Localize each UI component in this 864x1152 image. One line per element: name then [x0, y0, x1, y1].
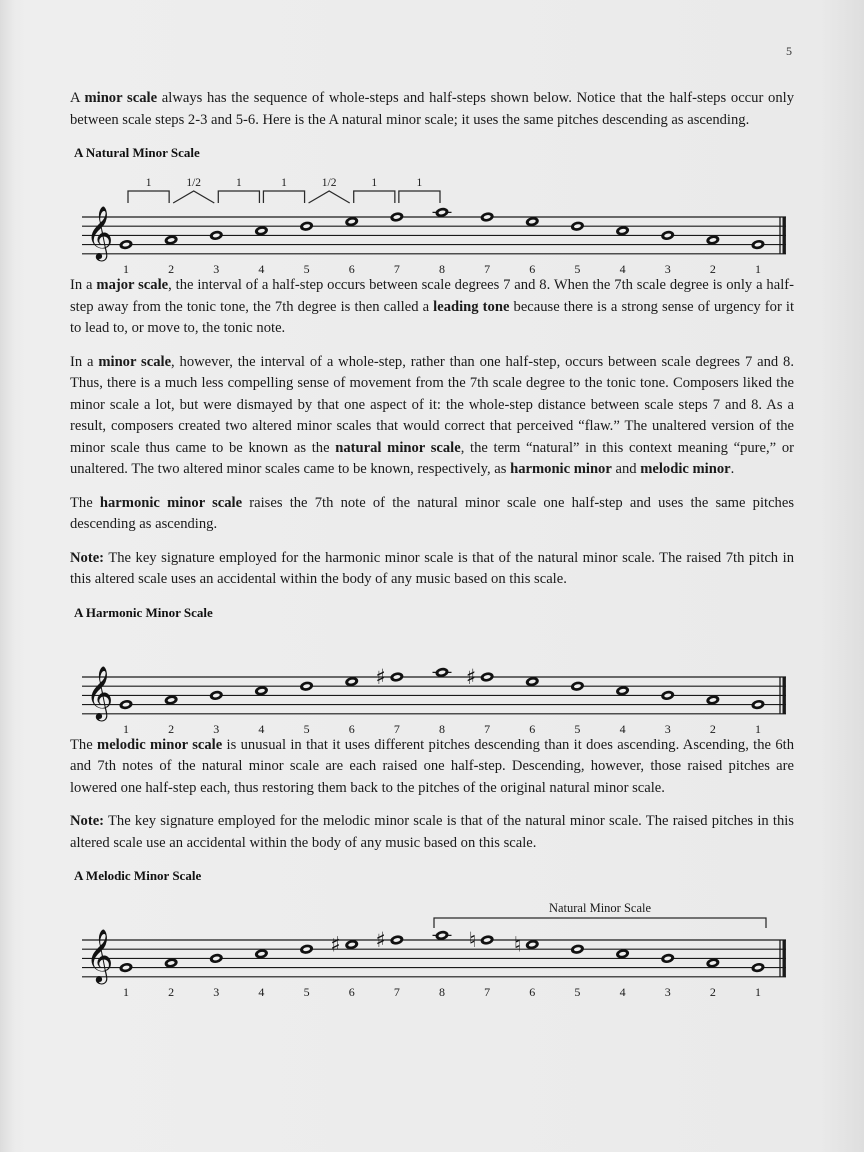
note-group: [119, 665, 766, 710]
scale-degree-number: 3: [213, 261, 220, 275]
text-run: , the interval of a half-step occurs between scale degrees 7 and 8. When the 7th scale degree is only a half-step away from the tonic tone, the 7th degree is then called a: [70, 277, 794, 315]
scale-degree-number: 4: [258, 261, 265, 275]
span-bracket-group: [434, 901, 766, 928]
scale-degree-group: [123, 721, 761, 734]
page-number: 5: [786, 44, 792, 58]
scale-degree-number: 5: [303, 261, 310, 275]
scale-degree-number: 1: [123, 261, 129, 275]
scale-degree-number: 7: [393, 261, 400, 275]
scale-title-melodic-minor: A Melodic Minor Scale: [74, 868, 202, 883]
scale-degree-number: 8: [439, 984, 445, 998]
text-run: and: [611, 461, 641, 477]
natural-icon: ♮: [468, 928, 477, 952]
interval-label: 1/2: [321, 177, 337, 189]
scale-degree-number: 5: [303, 984, 310, 998]
music-staff-svg: [70, 625, 794, 735]
interval-label: 1/2: [186, 177, 202, 189]
sharp-icon: ♯: [465, 664, 477, 689]
note-group: [119, 207, 766, 251]
staff-lines: [82, 217, 786, 254]
scale-degree-group: [123, 985, 761, 998]
music-staff-svg: [70, 165, 794, 275]
paragraph-major-scale-leading-tone: [70, 275, 794, 340]
text-run: .: [730, 461, 735, 477]
scale-degree-number: 6: [529, 261, 536, 275]
interval-bracket-whole: [399, 191, 440, 203]
scale-degree-number: 2: [709, 721, 716, 735]
scale-degree-number: 4: [258, 721, 265, 735]
emphasis-term: melodic minor scale: [97, 736, 223, 753]
sharp-icon: ♯: [375, 664, 386, 689]
paragraph-note-melodic-key-signature: [70, 811, 794, 854]
scale-degree-number: 1: [123, 721, 129, 735]
interval-bracket-group: [128, 177, 440, 203]
scale-degree-number: 7: [484, 261, 491, 275]
emphasis-term: major scale: [96, 277, 169, 293]
scale-degree-number: 6: [529, 721, 536, 735]
scale-degree-number: 6: [348, 721, 355, 735]
scale-degree-number: 4: [258, 984, 265, 998]
interval-label: 1: [416, 177, 423, 189]
scale-degree-number: 7: [484, 984, 491, 998]
staff-harmonic-minor: [70, 625, 794, 735]
emphasis-term: harmonic minor scale: [99, 494, 243, 511]
text-run: In a: [70, 353, 99, 370]
sharp-icon: ♯: [330, 932, 341, 957]
scale-degree-number: 5: [574, 721, 581, 735]
interval-bracket-half: [309, 191, 350, 203]
scale-degree-number: 6: [348, 261, 355, 275]
paragraph-harmonic-minor-definition: [70, 493, 794, 536]
scale-degree-number: 3: [664, 721, 671, 735]
scale-degree-number: 6: [529, 984, 536, 998]
text-run: The key signature employed for the harmonic minor scale is that of the natural minor scale. The raised 7th pitch in this altered scale uses an accidental within the body of any music based on this scale.: [70, 549, 794, 587]
paragraph-melodic-minor-definition: [70, 735, 794, 800]
emphasis-term: Note:: [70, 549, 105, 566]
scale-degree-number: 4: [619, 721, 626, 735]
scale-degree-number: 5: [574, 984, 581, 998]
scale-degree-number: 2: [168, 261, 175, 275]
text-run: is unusual in that it uses different pitches descending than it does ascending. Ascending, the 6th and 7th notes of the natural minor scale are each raised one half-step. Descending, however, those raised pitches are lowered one half-step each, thus restoring them back to the pitches of the original natural minor scale.: [70, 736, 795, 796]
staff-lines: [82, 677, 786, 714]
text-run: , however, the interval of a whole-step, rather than one half-step, occurs between scale degrees 7 and 8. Thus, there is a much less compelling sense of movement from the 7th scale degree to the tonic tone. Composers liked the minor scale a lot, but were dismayed by that one aspect of it: the whole-step distance between scale steps 7 and 8. As a result, composers created two altered minor scales that would correct that perceived “flaw.” The unaltered version of the minor scale thus came to be known as the: [70, 353, 794, 456]
text-run: raises the 7th note of the natural minor scale one half-step and uses the same pitches descending as ascending.: [70, 494, 794, 532]
scale-degree-number: 3: [664, 261, 671, 275]
natural-icon: ♮: [513, 932, 522, 957]
paragraph-minor-scale-altered: [70, 352, 794, 481]
staff-natural-minor: [70, 165, 794, 275]
text-run: always has the sequence of whole-steps and half-steps shown below. Notice that the half-steps occur only between scale steps 2-3 and 5-6. Here is the A natural minor scale; it uses the same pitches descending as ascending.: [70, 90, 794, 128]
emphasis-term: melodic minor: [640, 461, 731, 477]
treble-clef-icon: 𝄞: [86, 927, 114, 982]
emphasis-term: Note:: [70, 813, 105, 829]
scale-degree-number: 1: [123, 984, 129, 998]
emphasis-term: leading tone: [433, 298, 510, 315]
page-content: [70, 88, 794, 998]
music-staff-svg: [70, 888, 794, 998]
text-run: A: [70, 90, 85, 106]
scale-degree-number: 7: [393, 984, 400, 998]
emphasis-term: minor scale: [98, 353, 172, 370]
scale-degree-number: 2: [709, 261, 716, 275]
staff-melodic-minor: [70, 888, 794, 998]
sharp-icon: ♯: [375, 928, 386, 952]
text-run: The: [70, 494, 100, 511]
note-group: [119, 928, 766, 973]
scale-degree-number: 3: [213, 721, 220, 735]
scale-degree-number: 2: [168, 984, 175, 998]
span-bracket-label: Natural Minor Scale: [548, 901, 652, 915]
scale-title-harmonic-minor: A Harmonic Minor Scale: [74, 604, 213, 620]
interval-bracket-whole: [263, 191, 304, 203]
scale-degree-number: 1: [755, 261, 761, 275]
treble-clef-icon: 𝄞: [86, 204, 114, 259]
scale-degree-number: 3: [213, 984, 220, 998]
scale-degree-number: 6: [348, 984, 355, 998]
scale-degree-number: 7: [393, 721, 400, 735]
interval-bracket-half: [173, 191, 214, 203]
scale-degree-number: 8: [439, 261, 445, 275]
scale-degree-number: 2: [168, 721, 175, 735]
interval-bracket-whole: [128, 191, 169, 203]
interval-bracket-whole: [354, 191, 395, 203]
scale-degree-number: 4: [619, 984, 626, 998]
scale-degree-number: 4: [619, 261, 626, 275]
text-run: In a: [70, 277, 97, 293]
interval-label: 1: [281, 177, 287, 189]
scale-degree-number: 3: [664, 984, 671, 998]
emphasis-term: natural minor scale: [335, 439, 461, 456]
interval-label: 1: [371, 177, 378, 189]
text-run: The key signature employed for the melodic minor scale is that of the natural minor scale. The raised pitches in this altered scale use an accidental within the body of any music based on this scale.: [70, 813, 794, 851]
scale-degree-number: 7: [484, 721, 491, 735]
scale-degree-number: 1: [755, 721, 761, 735]
text-run: The: [70, 736, 98, 753]
treble-clef-icon: 𝄞: [86, 664, 114, 719]
staff-lines: [82, 940, 786, 977]
scale-degree-number: 5: [303, 721, 310, 735]
emphasis-term: minor scale: [84, 90, 158, 106]
paragraph-minor-scale-intro: [70, 88, 794, 131]
scale-degree-group: [123, 262, 761, 275]
interval-bracket-whole: [218, 191, 259, 203]
scale-title-natural-minor: A Natural Minor Scale: [74, 145, 200, 160]
scale-degree-number: 2: [709, 984, 716, 998]
text-run: because there is a strong sense of urgency for it to lead to, or move to, the tonic note.: [70, 298, 795, 336]
interval-label: 1: [145, 177, 152, 189]
scale-degree-number: 1: [755, 984, 761, 998]
interval-label: 1: [235, 177, 242, 189]
span-bracket: [434, 918, 766, 928]
scale-degree-number: 5: [574, 261, 581, 275]
paragraph-note-harmonic-key-signature: [70, 548, 794, 591]
text-run: , the term “natural” in this context meaning “pure,” or unaltered. The two altered minor scales came to be known, respectively, as: [70, 439, 794, 477]
emphasis-term: harmonic minor: [510, 461, 612, 477]
scale-degree-number: 8: [439, 721, 445, 735]
